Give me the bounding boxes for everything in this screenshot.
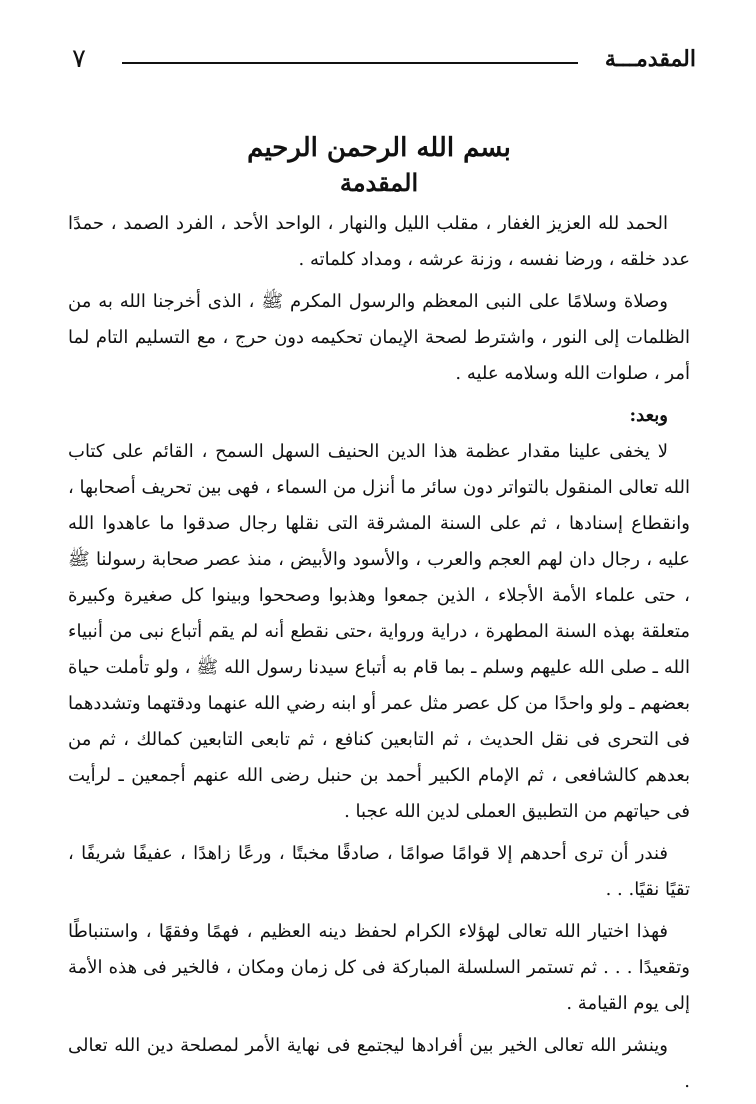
page-number: ٧ (72, 44, 86, 74)
paragraph-main: لا يخفى علينا مقدار عظمة هذا الدين الحنيف السهل السمح ، القائم على كتاب الله تعالى المنقول بالتواتر دون سائر ما أنزل من السماء ، فهى بين تحريف أصحابها ، وانقطاع إسنادها ، ثم على السنة المشرقة التى نقلها رجال صدقوا ما عاهدوا الله عليه ، رجال دان لهم العجم والعرب ، والأسود والأبيض ، منذ عصر صحابة رسولنا ﷺ ، حتى علماء الأمة الأجلاء ، الذين جمعوا وهذبوا وصححوا وبينوا كل صغيرة وكبيرة متعلقة بهذه السنة المطهرة ، دراية ورواية ،حتى نقطع أنه لم يقم أتباع نبى من أنبياء الله ـ صلى الله عليهم وسلم ـ بما قام به أتباع سيدنا رسول الله ﷺ ، ولو تأملت حياة بعضهم ـ ولو واحدًا من كل عصر مثل عمر أو ابنه رضي الله عنهما ودقتهما وتشددهما فى التحرى فى نقل الحديث ، ثم التابعين كنافع ، ثم تابعى التابعين كمالك ، ثم من بعدهم كالشافعى ، ثم الإمام الكبير أحمد بن حنبل رضى الله عنهم أجمعين ـ لرأيت فى حياتهم من التطبيق العملى لدين الله عجبا . (68, 441, 690, 822)
paragraph-virtues: فندر أن ترى أحدهم إلا قوامًا صوامًا ، صادقًا مخبتًا ، ورعًا زاهدًا ، عفيفًا شريفًا ، تقيًا نقيًا. . . (68, 843, 690, 900)
header-rule (122, 62, 578, 64)
paragraph-closing: وينشر الله تعالى الخير بين أفرادها ليجتمع فى نهاية الأمر لمصلحة دين الله تعالى . (68, 1035, 690, 1092)
page-header (72, 44, 696, 84)
paragraph-label-wabad: وبعد: (629, 405, 668, 426)
running-title: المقدمـــة (604, 46, 696, 72)
page-body (68, 130, 690, 1100)
paragraph-selection: فهذا اختيار الله تعالى لهؤلاء الكرام لحفظ دينه العظيم ، فهمًا وفقهًا ، واستنباطًا وتقعيدًا . . . ثم تستمر السلسلة المباركة فى كل زمان ومكان ، فالخير فى هذه الأمة إلى يوم القيامة . (68, 921, 690, 1014)
paragraph-salutation: وصلاة وسلامًا على النبى المعظم والرسول المكرم ﷺ ، الذى أخرجنا الله به من الظلمات إلى النور ، واشترط لصحة الإيمان تحكيمه دون حرج ، مع التسليم التام لما أمر ، صلوات الله وسلامه عليه . (68, 291, 690, 384)
basmala-heading: بسم الله الرحمن الرحيم (247, 133, 511, 163)
paragraph-praise: الحمد لله العزيز الغفار ، مقلب الليل والنهار ، الواحد الأحد ، الفرد الصمد ، حمدًا عدد خلقه ، ورضا نفسه ، وزنة عرشه ، ومداد كلماته . (68, 213, 690, 270)
section-title: المقدمة (339, 168, 419, 197)
